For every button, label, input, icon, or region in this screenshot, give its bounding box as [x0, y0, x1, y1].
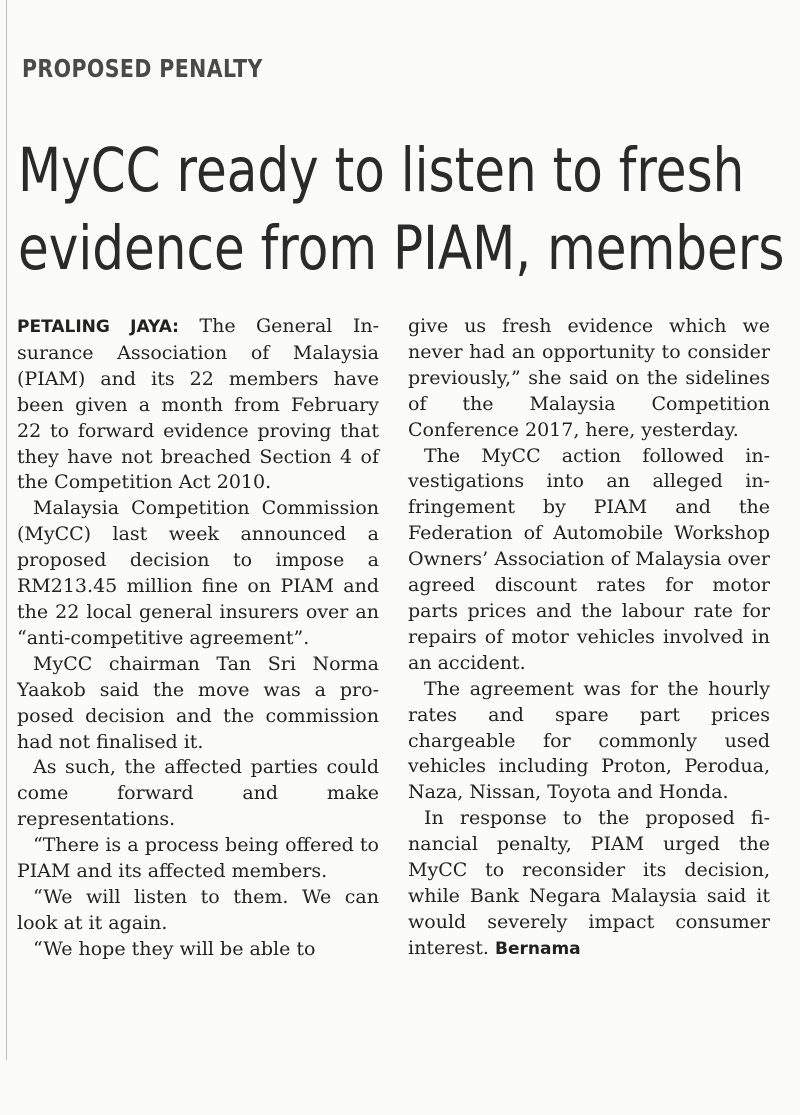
article-paragraph: “There is a process being offered to PIAM and its affected members. [17, 834, 379, 883]
article-column-left [17, 314, 379, 963]
headline-line-2: evidence from PIAM, members [18, 213, 785, 284]
article-paragraph: In response to the proposed financial penalty, PIAM urged the MyCC to reconsider its decision, while Bank Negara Malaysia said it would severely impact consumer interest. Bernama [408, 807, 770, 959]
headline [18, 132, 785, 288]
article-paragraph: “We will listen to them. We can look at it again. [17, 885, 379, 934]
article-paragraph: “We hope they will be able to [33, 937, 316, 960]
news-agency-credit: Bernama [495, 938, 581, 959]
article-paragraph: Malaysia Competition Commission (MyCC) last week announced a proposed decision to impose a RM213.45 million fine on PIAM and the 22 local general insurers over an “anti-competitive agreement”. [17, 497, 379, 649]
article-column-right [408, 314, 770, 963]
article-paragraph: give us fresh evidence which we never had an opportunity to consider previously,” she said on the sidelines of the Malaysia Competition Conference 2017, here, yesterday. [408, 315, 770, 441]
headline-line-1: MyCC ready to listen to fresh [18, 135, 745, 206]
dateline: PETALING JAYA: [17, 317, 179, 337]
article-paragraph: PETALING JAYA: The General Insurance Association of Malaysia (PIAM) and its 22 members have been given a month from February 22 to forward evidence proving that they have not breached Section 4 of the Competition Act 2010. [17, 315, 379, 494]
section-kicker: PROPOSED PENALTY [22, 54, 263, 83]
article-paragraph: The agreement was for the hourly rates and spare part prices chargeable for commonly used vehicles including Proton, Perodua, Naza, Nissan, Toyota and Honda. [408, 677, 770, 804]
article-paragraph: MyCC chairman Tan Sri Norma Yaakob said the move was a proposed decision and the commission had not finalised it. [17, 652, 379, 753]
page-border-line [6, 0, 7, 1060]
article-paragraph: As such, the affected parties could come forward and make representations. [17, 756, 379, 831]
article-paragraph: The MyCC action followed investigations into an alleged infringement by PIAM and the Federation of Automobile Workshop Owners’ Association of Malaysia over agreed discount rates for motor parts prices and the labour rate for repairs of motor vehicles involved in an accident. [408, 444, 770, 674]
